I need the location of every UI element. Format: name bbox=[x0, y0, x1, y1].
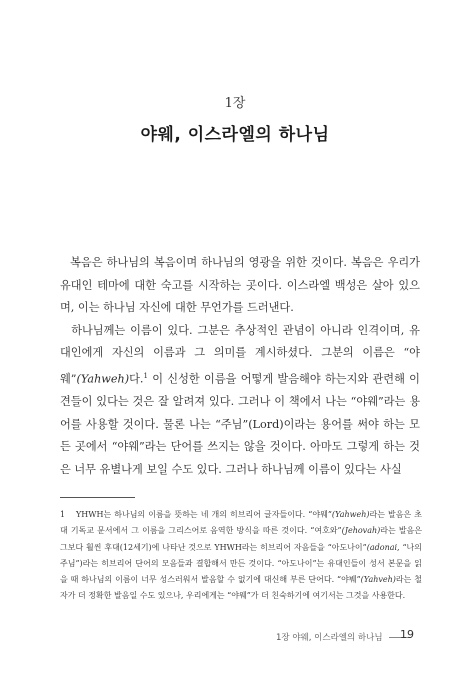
footnote-term-jehovah: (Jehovah) bbox=[341, 526, 381, 536]
footnote-reference[interactable]: 1 bbox=[143, 371, 148, 380]
footnote-text: YHWH는 하나님의 이름을 뜻하는 네 개의 히브리어 글자들이다. “야웨” bbox=[76, 510, 332, 519]
footnote-text: , “나의 주님”)라는 히브리어 단어의 모음들과 결합해서 만든 것이다. “아도나이”는 유대인들이 성서 본문을 읽을 때 하나님의 이름이 너무 성스러워서 발음할 수 없기에 대신해 부른 단어다. “야붸” bbox=[60, 542, 422, 585]
paragraph-2-part-c: 이 신성한 이름을 어떻게 발음해야 하는지와 관련해 이견들이 있다는 것은 잘 알려져 있다. 그러나 이 책에서 나는 “야웨”라는 용어를 사용할 것이다. 물론 나는 “주님”(Lord)이라는 용어를 써야 하는 모든 곳에서 “야웨”라는 단어를 쓰지는 않을 것이다. 아마도 그렇게 하는 것은 너무 유별나게 보일 수도 있다. 그러나 하나님께 이름이 있다는 사실 bbox=[60, 372, 420, 477]
body-text bbox=[60, 252, 420, 482]
page-number: 19 bbox=[400, 628, 414, 641]
paragraph-1: 복음은 하나님의 복음이며 하나님의 영광을 위한 것이다. 복음은 우리가 유대인 테마에 대한 숙고를 시작하는 곳이다. 이스라엘 백성은 살아 있으며, 이는 하나님 자신에 대한 무언가를 드러낸다. bbox=[60, 256, 420, 315]
footnote-text: 라는 발음은 초대 기독교 문서에서 그 이름을 그리스어로 음역한 방식을 따른 것이다. “여호와” bbox=[60, 510, 422, 536]
yahweh-term: (Yahweh) bbox=[76, 372, 130, 386]
footnote-1 bbox=[60, 507, 422, 605]
paragraph-2 bbox=[60, 320, 420, 482]
running-footer bbox=[276, 631, 406, 643]
footnote-text: 라는 발음은 그보다 훨씬 후대(12세기)에 나타난 것으로 YHWH라는 히브리어 자음들을 “아도나이” bbox=[60, 526, 423, 552]
footnote-separator bbox=[60, 497, 135, 498]
footnote-term-adonai: (adonai bbox=[366, 542, 398, 552]
footnote-text: 라는 철자가 더 정확한 발음일 수도 있으나, 우리에게는 “야웨”가 더 친숙하기에 여기서는 그것을 사용한다. bbox=[60, 575, 422, 601]
running-head: 1장 야웨, 이스라엘의 하나님 bbox=[276, 633, 383, 643]
footnotes bbox=[60, 507, 422, 605]
footnote-term-yahveh: (Yahveh) bbox=[360, 575, 396, 585]
chapter-label: 1장 bbox=[224, 96, 246, 111]
footnote-term-yahweh: (Yahweh) bbox=[331, 510, 370, 519]
footnote-number: 1 bbox=[60, 510, 66, 519]
paragraph-2-part-a: 하나님께는 이름이 있다. 그분은 추상적인 관념이 아니라 인격이며, 유대인에게 자신의 이름과 그 의미를 계시하셨다. 그분의 이름은 “야웨” bbox=[60, 323, 420, 386]
paragraph-2-part-b: 다. bbox=[129, 372, 144, 386]
chapter-title: 야웨, 이스라엘의 하나님 bbox=[140, 125, 330, 145]
